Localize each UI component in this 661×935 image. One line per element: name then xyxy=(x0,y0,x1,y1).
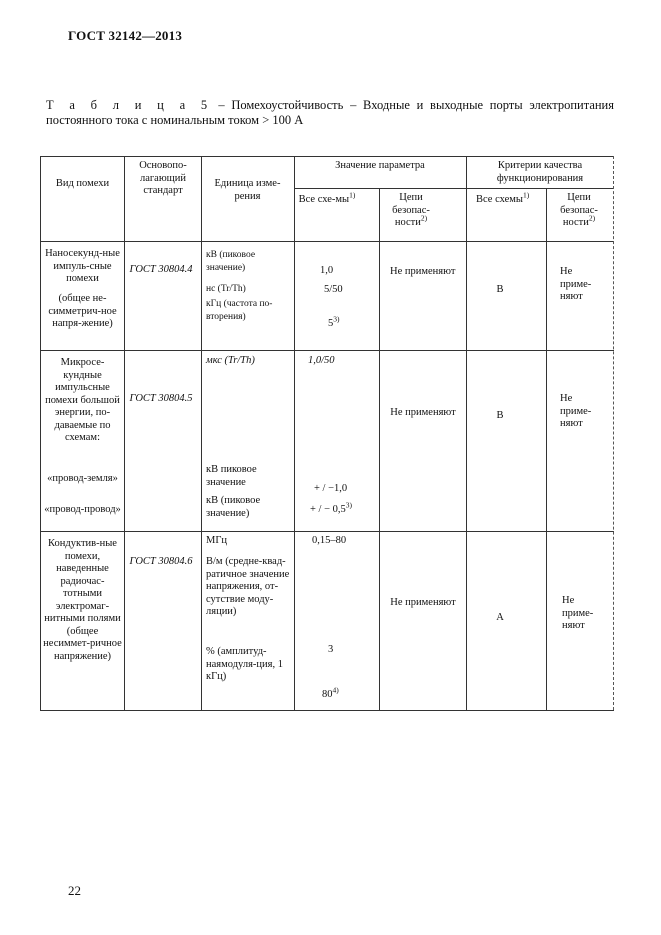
row3-criteria-safety: Не приме-няют xyxy=(562,595,594,631)
row3-unit-1: МГц xyxy=(206,535,228,546)
row1-criteria-safety: Не приме-няют xyxy=(560,266,592,302)
row2-value-2: + / −1,0 xyxy=(314,483,348,494)
row2-value-1: 1,0/50 xyxy=(308,355,335,366)
caption-table-number: Т а б л и ц а 5 xyxy=(46,98,212,112)
row2-scheme-wire-wire: «провод-провод» xyxy=(44,504,121,515)
row1-value-3: 5$^{3)}$ xyxy=(328,314,340,329)
row1-disturbance-type: Наносекунд-ные импуль-сные помехи xyxy=(45,248,120,284)
header-disturbance-type: Вид помехи xyxy=(55,178,110,189)
row1-unit-3: кГц (частота по-вторения) xyxy=(206,299,273,322)
header-quality-criteria: Критерии качества функционирования xyxy=(496,160,584,184)
subheader-all-schemes-criteria: Все схемы$^{1)}$ xyxy=(476,190,530,205)
row3-value-1: 0,15–80 xyxy=(312,535,347,546)
row1-value-2: 5/50 xyxy=(324,284,343,295)
row3-unit-2: В/м (средне-квад-ратичное значение напряжения, от-сутствие моду-ляции) xyxy=(206,556,290,617)
subheader-safety-circuits-criteria: Цепи безопас-ности$^{2)}$ xyxy=(560,192,598,228)
row3-value-3: 80$^{4)}$ xyxy=(322,685,339,700)
row1-disturbance-note: (общее не-симметрич-ное напря-жение) xyxy=(48,293,117,329)
row2-unit-1: мкс (Tr/Th) xyxy=(206,355,255,366)
subheader-safety-circuits: Цепи безопас-ности$^{2)}$ xyxy=(392,192,430,228)
row2-criteria-safety: Не приме-няют xyxy=(560,393,592,429)
row3-safety-value: Не применяют xyxy=(390,597,456,608)
row3-unit-3: % (амплитуд-наямодуля-ция, 1 кГц) xyxy=(206,646,283,682)
row2-safety-value: Не применяют xyxy=(390,407,456,418)
row2-unit-2: кВ пиковое значение xyxy=(206,464,257,488)
row1-unit-2: нс (Tr/Th) xyxy=(206,284,246,294)
row1-criteria-all: В xyxy=(496,284,504,295)
row3-disturbance-type: Кондуктив-ные помехи, наведенные радиочас-тотными электромаг-нитными полями (общее несиммет-ричное напряжение) xyxy=(43,538,122,662)
page-number: 22 xyxy=(68,883,81,898)
header-parameter-value: Значение параметра xyxy=(335,160,425,171)
row1-standard: ГОСТ 30804.4 xyxy=(129,264,193,275)
subheader-all-schemes: Все схе-$мы^{1)}$ xyxy=(298,190,356,205)
row2-unit-3: кВ (пиковое значение) xyxy=(206,495,261,519)
row1-safety-value: Не применяют xyxy=(390,266,456,277)
row2-value-3: + / − $0,5^{3)}$ xyxy=(310,500,353,515)
header-unit: Единица изме-рения xyxy=(214,178,281,202)
row1-unit-1: кВ (пиковое значение) xyxy=(206,250,256,273)
row3-value-2: 3 xyxy=(328,644,334,655)
table-caption xyxy=(46,98,614,128)
row2-standard: ГОСТ 30804.5 xyxy=(129,393,193,404)
row2-criteria-all: В xyxy=(496,410,504,421)
caption-title-line1: – Помехоустойчивость – Входные и выходные порты электропитания xyxy=(211,98,614,112)
header-base-standard: Основопо-лагающий стандарт xyxy=(139,160,187,196)
row3-standard: ГОСТ 30804.6 xyxy=(129,556,193,567)
row2-scheme-wire-ground: «провод-земля» xyxy=(47,473,118,484)
row3-criteria-all: А xyxy=(496,612,504,623)
document-code: ГОСТ 32142—2013 xyxy=(68,28,183,43)
row1-value-1: 1,0 xyxy=(320,265,334,276)
row2-disturbance-type: Микросе-кундные импульсные помехи большой энергии, по-даваемые по схемам: xyxy=(45,357,120,443)
caption-title-line2: постоянного тока с номинальным током > 100 А xyxy=(46,113,304,127)
